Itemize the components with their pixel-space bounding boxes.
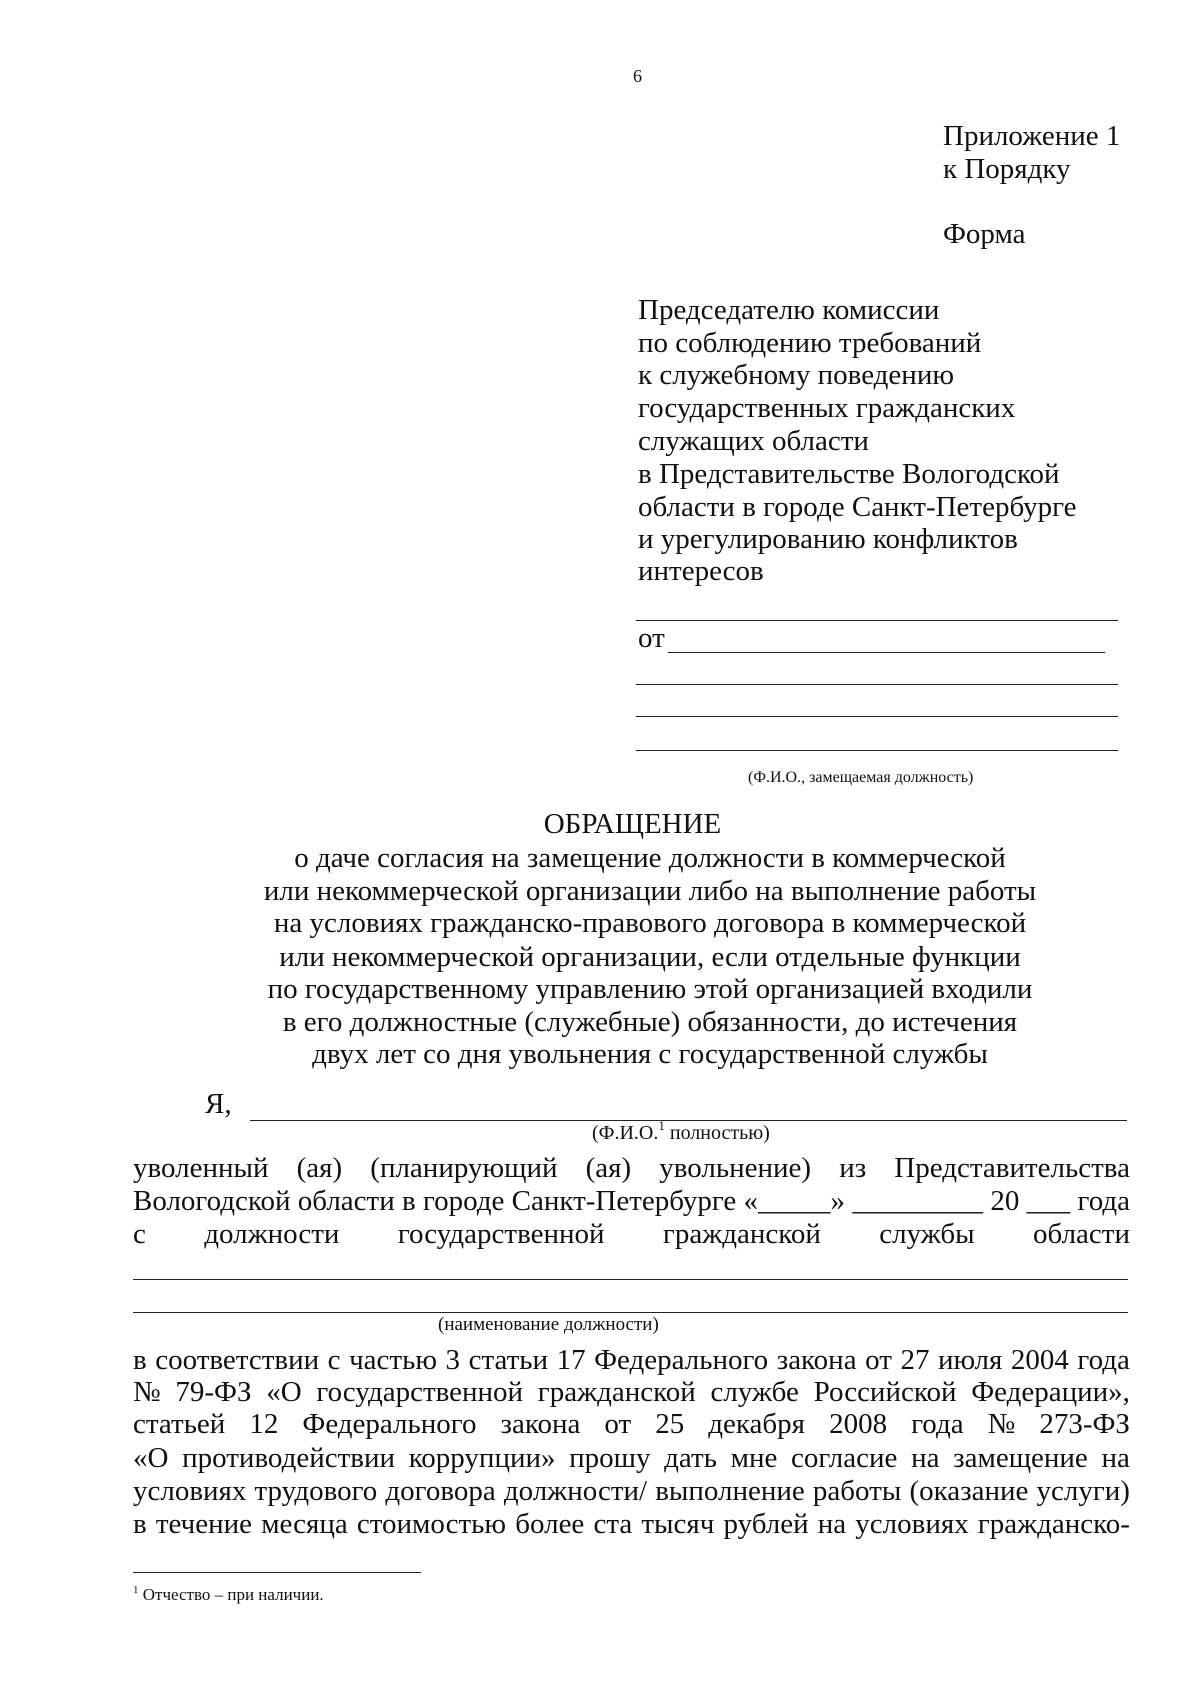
word: области [1033, 1218, 1130, 1250]
word: (планирующий [370, 1152, 558, 1184]
subtitle-line: или некоммерческой организации, если отдельные функции [279, 941, 1021, 973]
word: условиях [855, 1508, 969, 1540]
appendix-line-1: Приложение 1 [943, 120, 1121, 152]
position-caption: (наименование должности) [438, 1314, 659, 1335]
word: от [865, 1344, 892, 1376]
word: тысяч [641, 1508, 715, 1540]
word: более [515, 1508, 585, 1540]
word: мне [730, 1442, 778, 1474]
addressee-line: области в городе Санкт-Петербурге [638, 491, 1077, 523]
subtitle-line: двух лет со дня увольнения с государственной службы [312, 1038, 988, 1070]
word: 3 [445, 1344, 461, 1376]
sender-field[interactable] [668, 652, 1105, 653]
paragraph-line [133, 1344, 1130, 1376]
word: от [604, 1408, 632, 1440]
addressee-line: и урегулированию конфликтов [638, 523, 1018, 555]
word: № [133, 1376, 161, 1408]
footnote-mark: 1 [133, 1584, 139, 1596]
addressee-line: по соблюдению требований [638, 327, 982, 359]
i-label: Я, [205, 1088, 232, 1120]
word: месяца [261, 1508, 348, 1540]
word: службе [710, 1376, 799, 1408]
paragraph-line [133, 1475, 1130, 1507]
year-word: года [1077, 1185, 1130, 1217]
word: 2004 [1010, 1344, 1069, 1376]
subtitle-line: по государственному управлению этой организацией входили [267, 973, 1033, 1005]
word: 27 [900, 1344, 930, 1376]
word: работы [812, 1475, 902, 1507]
word: статьи [468, 1344, 549, 1376]
subtitle-line: на условиях гражданско-правового договора в коммерческой [273, 907, 1027, 939]
word: выполнение [655, 1475, 805, 1507]
word: должности [204, 1218, 340, 1250]
paragraph-line [133, 1508, 1130, 1540]
word: (оказание [909, 1475, 1029, 1507]
word: соответствии [155, 1344, 320, 1376]
word: закона [776, 1344, 857, 1376]
word: закона [500, 1408, 581, 1440]
region-text: Вологодской области в городе Санкт-Петербурге « [133, 1185, 759, 1217]
word: с [327, 1344, 341, 1376]
word: № [987, 1408, 1016, 1440]
word: в [133, 1344, 147, 1376]
addressee-line: к служебному поведению [638, 359, 955, 391]
word: 2008 [829, 1408, 888, 1440]
word: Федерального [594, 1344, 769, 1376]
form-label: Форма [943, 218, 1026, 250]
subtitle-line: о даче согласия на замещение должности в коммерческой [294, 842, 1006, 874]
word: должности/ [503, 1475, 648, 1507]
body-line-2 [133, 1185, 1130, 1217]
word: статьей [133, 1408, 226, 1440]
month-field[interactable]: _________ [852, 1185, 983, 1217]
document-title: ОБРАЩЕНИЕ [543, 808, 722, 840]
word: уволенный [133, 1152, 269, 1184]
addressee-line: государственных гражданских [638, 392, 1016, 424]
word: «О [266, 1376, 302, 1408]
from-label: от [638, 622, 665, 654]
day-field[interactable]: _____ [758, 1185, 831, 1217]
word: Российской [813, 1376, 957, 1408]
year-group [990, 1185, 1070, 1217]
word: гражданско- [977, 1508, 1130, 1540]
addressee-line: Председателю комиссии [638, 294, 940, 326]
word: на [817, 1508, 847, 1540]
word: года [1077, 1344, 1130, 1376]
addressee-line: в Представительстве Вологодской [638, 458, 1060, 490]
word: 273-ФЗ [1039, 1408, 1130, 1440]
footnote-ref: 1 [658, 1118, 665, 1133]
fio-caption-text: (Ф.И.О. [592, 1122, 659, 1144]
appendix-line-2: к Порядку [943, 153, 1071, 185]
word: декабря [708, 1408, 806, 1440]
year-field[interactable]: ___ [1026, 1185, 1071, 1217]
blank-line[interactable] [636, 620, 1118, 621]
word: 79-ФЗ [175, 1376, 252, 1408]
word: прошу [569, 1442, 651, 1474]
addressee-line: интересов [638, 555, 764, 587]
sender-caption: (Ф.И.О., замещаемая должность) [748, 769, 974, 786]
blank-line[interactable] [636, 750, 1118, 751]
word: (ая) [585, 1152, 632, 1184]
word: дать [664, 1442, 717, 1474]
word: 12 [249, 1408, 279, 1440]
paragraph-line [133, 1408, 1130, 1440]
word: увольнение) [659, 1152, 812, 1184]
word: услуги) [1036, 1475, 1130, 1507]
word: государственной [316, 1376, 524, 1408]
year-prefix: 20 [990, 1185, 1020, 1217]
word: (ая) [296, 1152, 343, 1184]
footnote [133, 1585, 324, 1605]
footnote-divider [133, 1572, 421, 1573]
word: согласие [791, 1442, 898, 1474]
word: условиях [133, 1475, 247, 1507]
word: гражданской [662, 1218, 821, 1250]
word: коррупции» [408, 1442, 556, 1474]
word: на [1101, 1442, 1130, 1474]
word: 25 [655, 1408, 685, 1440]
word: противодействии [182, 1442, 396, 1474]
word: государственной [397, 1218, 605, 1250]
word: на [911, 1442, 940, 1474]
word: Представительства [894, 1152, 1130, 1184]
subtitle-line: в его должностные (служебные) обязанности, до истечения [282, 1006, 1018, 1038]
position-field[interactable] [133, 1279, 1128, 1280]
word: ста [593, 1508, 633, 1540]
word: замещение [953, 1442, 1088, 1474]
footnote-text: Отчество – при наличии. [138, 1585, 324, 1604]
word: рублей [723, 1508, 809, 1540]
word: июля [938, 1344, 1003, 1376]
word: трудового [254, 1475, 378, 1507]
word: Федерации», [971, 1376, 1130, 1408]
word: договора [385, 1475, 496, 1507]
word: из [839, 1152, 867, 1184]
addressee-line: служащих области [638, 425, 869, 457]
word: года [911, 1408, 964, 1440]
word: в [133, 1508, 147, 1540]
fio-caption-end: полностью) [664, 1122, 770, 1144]
paragraph-line [133, 1442, 1130, 1474]
word: Федерального [302, 1408, 477, 1440]
blank-line[interactable] [636, 716, 1118, 717]
fio-caption [592, 1118, 770, 1144]
word: с [133, 1218, 146, 1250]
page-number: 6 [633, 66, 642, 86]
blank-line[interactable] [636, 684, 1118, 685]
word: 17 [556, 1344, 586, 1376]
word: течение [155, 1508, 253, 1540]
quote-close: » [830, 1185, 846, 1217]
position-field-2[interactable] [133, 1312, 1128, 1313]
word: стоимостью [356, 1508, 507, 1540]
word: службы [879, 1218, 975, 1250]
body-line-1 [133, 1152, 1130, 1184]
fio-field[interactable] [250, 1120, 1127, 1121]
subtitle-line: или некоммерческой организации либо на выполнение работы [263, 875, 1037, 907]
word: «О [133, 1442, 169, 1474]
word: частью [349, 1344, 437, 1376]
paragraph-line [133, 1376, 1130, 1408]
word: гражданской [537, 1376, 696, 1408]
body-line-2-text [133, 1185, 845, 1217]
body-line-3 [133, 1218, 1130, 1250]
